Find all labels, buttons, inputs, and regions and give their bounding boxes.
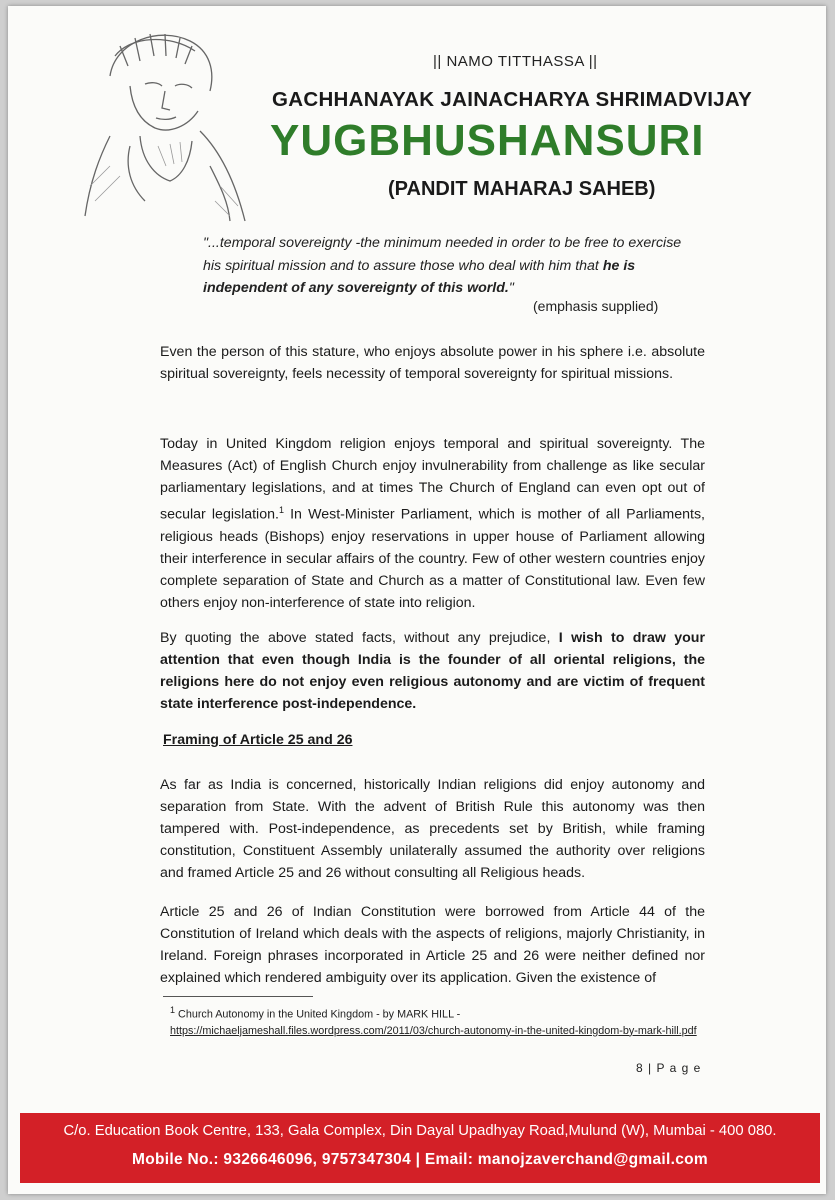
footnote-ref: 1 (278, 505, 284, 515)
paragraph-3-part-a: By quoting the above stated facts, without any prejudice, (160, 630, 559, 646)
document-page (8, 6, 826, 1194)
quote-line-3-end: " (508, 280, 514, 296)
paragraph-1: Even the person of this stature, who enjoys absolute power in his sphere i.e. absolute spiritual sovereignty, feels necessity of temporal sovereignty for spiritual missions. (160, 344, 705, 382)
footer-banner (20, 1113, 820, 1183)
page-number: 8 | P a g e (636, 1061, 702, 1075)
header-title: YUGBHUSHANSURI (270, 116, 705, 165)
header-motto: || NAMO TITTHASSA || (433, 53, 598, 70)
footnote-text: Church Autonomy in the United Kingdom - by MARK HILL - (175, 1008, 461, 1021)
quote-line-2-bold: he is (602, 257, 636, 274)
paragraph-2 (160, 433, 705, 614)
paragraph-3-bold: I wish to draw your attention that even though India is the founder of all oriental religions, the religions here do not enjoy even religious autonomy and are victim of frequent state interference post-independence. (160, 630, 705, 712)
paragraph-4: As far as India is concerned, historically Indian religions did enjoy autonomy and separation from State. With the advent of British Rule this autonomy was then tampered with. Post-independence, as precedents set by British, while framing constitution, Constituent Assembly unilaterally assumed the authority over religions and framed Article 25 and 26 without consulting all Religious heads. (160, 777, 705, 881)
paragraph-5: Article 25 and 26 of Indian Constitution were borrowed from Article 44 of the Constitution of Ireland which deals with the aspects of religions, majorly Christianity, in Ireland. Foreign phrases incorporated in Article 25 and 26 were neither defined nor explained which rendered ambiguity over its application. Given the existence of (160, 904, 705, 986)
footnote (170, 1002, 710, 1039)
quote-block (203, 232, 713, 300)
emphasis-note: (emphasis supplied) (533, 298, 659, 314)
footer-contact: Mobile No.: 9326646096, 9757347304 | Email: manojzaverchand@gmail.com (131, 1151, 709, 1168)
paragraph-3 (160, 627, 705, 715)
paragraph-2-part-b: In West-Minister Parliament, which is mother of all Parliaments, religious heads (Bishops) enjoy reservations in upper house of Parliament allowing their interference in secular affairs of the country. Few of other western countries enjoy complete separation of State and Church as a matter of Constitutional law. Even few others enjoy non-interference of state into religion. (160, 506, 705, 611)
header-subtitle: GACHHANAYAK JAINACHARYA SHRIMADVIJAY (272, 88, 753, 111)
header-title-secondary: (PANDIT MAHARAJ SAHEB) (388, 178, 656, 200)
footnote-number: 1 (170, 1005, 176, 1015)
section-heading: Framing of Article 25 and 26 (163, 732, 353, 748)
quote-line-1: "...temporal sovereignty -the minimum needed in order to be free to exercise (203, 235, 682, 251)
footnote-divider (163, 996, 313, 997)
footer-address: C/o. Education Book Centre, 133, Gala Complex, Din Dayal Upadhyay Road,Mulund (W), Mumbai - 400 080. (63, 1123, 777, 1139)
portrait-sketch (70, 16, 260, 226)
quote-line-2: his spiritual mission and to assure those who deal with him that (203, 257, 599, 274)
footnote-link[interactable]: https://michaeljameshall.files.wordpress.com/2011/03/church-autonomy-in-the-united-kingdom-by-mark-hill.pdf (170, 1024, 697, 1037)
quote-line-3-bold: independent of any sovereignty of this world. (203, 280, 509, 296)
paragraph-2-part-a: Today in United Kingdom religion enjoys temporal and spiritual sovereignty. The Measures (Act) of English Church enjoy invulnerability from challenge as like secular parliamentary legislations, and at times The Church of England can even opt out of secular legislation. (160, 436, 705, 523)
